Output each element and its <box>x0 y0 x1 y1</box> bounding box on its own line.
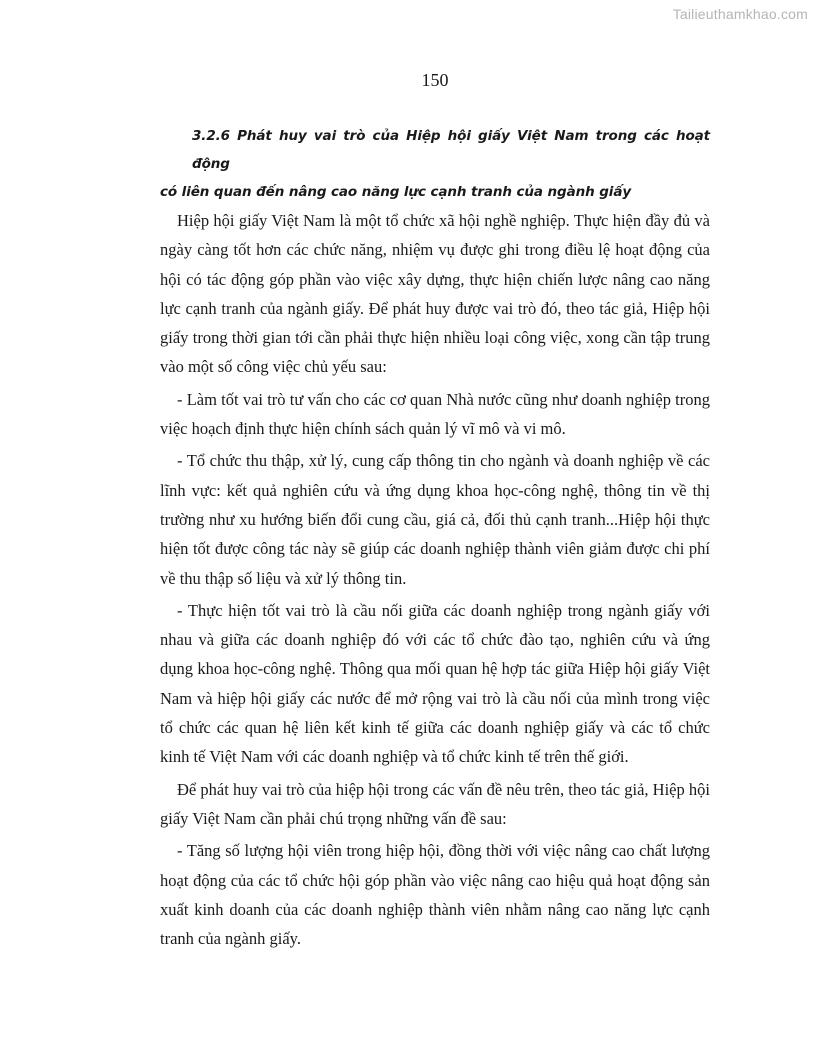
watermark: Tailieuthamkhao.com <box>672 6 808 22</box>
paragraph-intro: Hiệp hội giấy Việt Nam là một tổ chức xã hội nghề nghiệp. Thực hiện đầy đủ và ngày càng tốt hơn các chức năng, nhiệm vụ được ghi trong điều lệ hoạt động của hội có tác động góp phần vào việc xây dựng, thực hiện chiến lược nâng cao năng lực cạnh tranh của ngành giấy. Để phát huy được vai trò đó, theo tác giả, Hiệp hội giấy trong thời gian tới cần phải thực hiện nhiều loại công việc, xong cần tập trung vào một số công việc chủ yếu sau: <box>160 211 710 377</box>
paragraph-advisory-role: - Làm tốt vai trò tư vấn cho các cơ quan Nhà nước cũng như doanh nghiệp trong việc hoạch định thực hiện chính sách quản lý vĩ mô và vi mô. <box>160 389 710 439</box>
document-body <box>160 122 710 953</box>
section-heading-line-1: 3.2.6 Phát huy vai trò của Hiệp hội giấy Việt Nam trong các hoạt động <box>192 128 710 172</box>
paragraph-priorities-intro: Để phát huy vai trò của hiệp hội trong các vấn đề nêu trên, theo tác giả, Hiệp hội giấy Việt Nam cần phải chú trọng những vấn đề sau: <box>160 779 710 828</box>
page-number: 150 <box>421 70 449 90</box>
section-heading-line-2: có liên quan đến nâng cao năng lực cạnh tranh của ngành giấy <box>160 184 632 200</box>
paragraph-bridge-role: - Thực hiện tốt vai trò là cầu nối giữa các doanh nghiệp trong ngành giấy với nhau và giữa các doanh nghiệp đó với các tổ chức đào tạo, nghiên cứu và ứng dụng khoa học-công nghệ. Thông qua mối quan hệ hợp tác giữa Hiệp hội giấy Việt Nam và hiệp hội giấy các nước để mở rộng vai trò là cầu nối của mình trong việc tổ chức các quan hệ liên kết kinh tế giữa các doanh nghiệp giấy và các tổ chức kinh tế Việt Nam với các doanh nghiệp và tổ chức kinh tế trên thế giới. <box>160 600 710 767</box>
section-heading <box>160 122 710 206</box>
paragraph-information: - Tổ chức thu thập, xử lý, cung cấp thông tin cho ngành và doanh nghiệp về các lĩnh vực: kết quả nghiên cứu và ứng dụng khoa học-công nghệ, thông tin về thị trường như xu hướng biến đổi cung cầu, giá cả, đối thủ cạnh tranh...Hiệp hội thực hiện tốt được công tác này sẽ giúp các doanh nghiệp thành viên giảm được chi phí về thu thập số liệu và xử lý thông tin. <box>160 451 710 588</box>
paragraph-members: - Tăng số lượng hội viên trong hiệp hội, đồng thời với việc nâng cao chất lượng hoạt động của các tổ chức hội góp phần vào việc nâng cao hiệu quả hoạt động sản xuất kinh doanh của các doanh nghiệp thành viên nhằm nâng cao năng lực cạnh tranh của ngành giấy. <box>160 841 710 949</box>
